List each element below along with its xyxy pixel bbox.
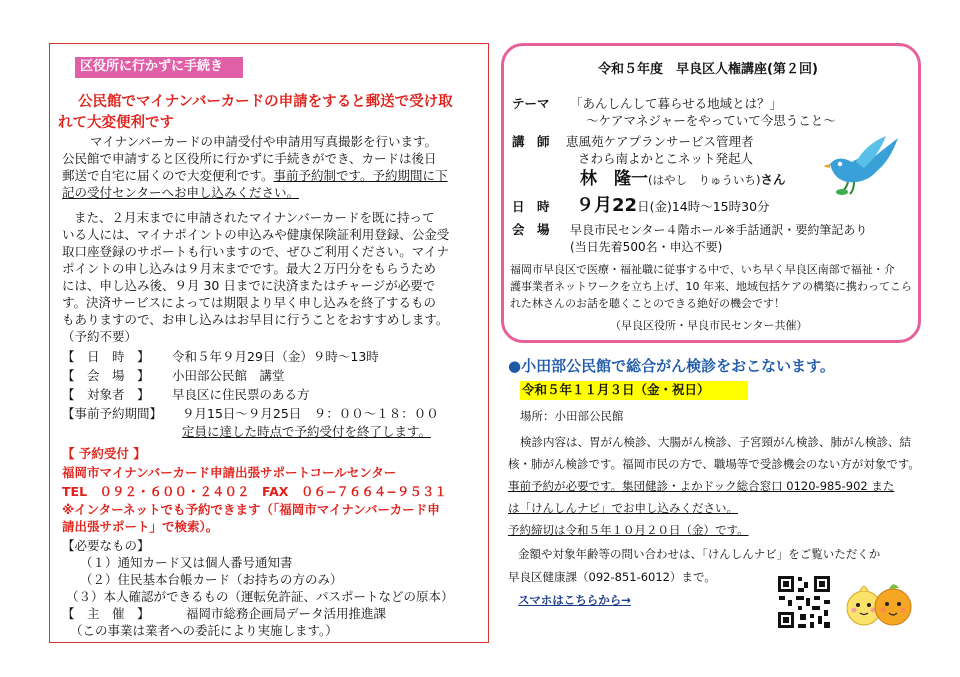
venue-line: 早良市民センター４階ホール※手話通訳・要約筆記あり	[570, 223, 868, 237]
intro-line-text: 郵送で自宅に届くので大変便利です。	[62, 168, 274, 183]
intro-line: 記の受付センターへお申し込みください。	[62, 185, 300, 200]
cancer-reservation: 事前予約が必要です。集団健診・よかドック総合窓口 0120-985-902 また	[508, 479, 895, 493]
body-line: （予約不要）	[62, 329, 138, 344]
theme-line: 〜ケアマネジャーをやっていて今思うこと〜	[586, 113, 836, 128]
intro-line	[62, 168, 448, 184]
cancer-body: 核・肺がん検診です。福岡市民の方で、職場等で受診機会のない方が対象です。	[508, 457, 920, 471]
cancer-body: 検診内容は、胃がん検診、大腸がん検診、子宮頸がん検診、肺がん検診、結	[520, 435, 911, 449]
internet-note: 請出張サポート」で検索）。	[62, 519, 219, 534]
lecture-date	[576, 194, 770, 219]
needs-item: （２）住民基本台帳カード（お持ちの方のみ）	[80, 572, 343, 587]
detail-label: 【 日 時 】	[62, 349, 150, 364]
detail-label: 【事前予約期間】	[62, 406, 163, 421]
call-center-name: 福岡市マイナンバーカード申請出張サポートコールセンター	[62, 465, 397, 480]
detail-label: 【 対象者 】	[62, 387, 150, 402]
bluebird-icon	[820, 126, 904, 196]
lecture-description: 福岡市早良区で医療・福祉職に従事する中で、いち早く早良区南部で福祉・介	[510, 263, 895, 276]
theme-label: テーマ	[512, 96, 550, 111]
needs-label: 【必要なもの】	[62, 538, 150, 553]
lecture-description: れた林さんのお話を聴くことのできる絶好の機会です！	[510, 297, 785, 310]
detail-value: 早良区に住民票のある方	[172, 387, 310, 402]
lecture-description: 護事業者ネットワークを立ち上げ、10 年来、地域包括ケアの構築に携わってこら	[510, 280, 912, 293]
theme-line: 「あんしんして暮らせる地域とは？」	[570, 96, 783, 111]
lecturer-suffix: さん	[760, 172, 786, 187]
call-center-phone: TEL ０９２・６００・２４０２ FAX ０６−７６６４−９５３１	[62, 484, 447, 499]
body-line: いる人には、マイナポイントの申込みや健康保険証利用登録、公金受	[62, 227, 450, 242]
lecture-date-main: ９月22	[576, 195, 638, 216]
organizer-note: （この事業は業者への委託により実施します。）	[70, 623, 338, 638]
lecture-title: 令和５年度 早良区人権講座(第２回)	[598, 62, 818, 77]
headline-line-2: れて大変便利です	[58, 115, 174, 131]
qr-code-icon[interactable]	[776, 574, 832, 630]
detail-label: 【 会 場 】	[62, 368, 150, 383]
cancer-reservation: は「けんしんナビ」でお申し込みください。	[508, 501, 738, 515]
cancer-contact: 早良区健康課（092-851-6012）まで。	[508, 570, 716, 584]
cancer-headline: ●小田部公民館で総合がん検診をおこないます。	[508, 357, 835, 375]
date-label: 日 時	[512, 199, 550, 214]
smartphone-link[interactable]: スマホはこちらから→	[518, 593, 631, 607]
lecturer-reading: (はやし りゅういち)	[648, 173, 761, 187]
detail-value: 小田部公民館 講堂	[172, 368, 285, 383]
reservation-label: 【 予約受付 】	[62, 446, 146, 461]
headline-line-1: 公民館でマイナンバーカードの申請をすると郵送で受け取	[78, 94, 453, 110]
detail-note: 定員に達した時点で予約受付を終了します。	[182, 424, 432, 439]
intro-reservation-note: 事前予約制です。予約期間に下	[273, 168, 448, 183]
section-tag-label: 区役所に行かずに手続き	[80, 59, 224, 74]
body-line: には、申し込み後、９月 30 日までに決済またはチャージが必要で	[62, 278, 436, 293]
lecturer-name: 林 隆一	[580, 169, 648, 189]
intro-line: 公民館で申請すると区役所に行かずに手続きができ、カードは後日	[62, 151, 437, 166]
body-line: す。決済サービスによっては期限より早く申し込みを終了するもの	[62, 295, 437, 310]
cancer-deadline: 予約締切は令和５年１０月２０日（金）です。	[508, 523, 749, 537]
intro-line: マイナンバーカードの申請受付や申請用写真撮影を行います。	[90, 134, 438, 149]
needs-item: （３）本人確認ができるもの（運転免許証、パスポートなどの原本）	[66, 589, 454, 604]
needs-item: （１）通知カード又は個人番号通知書	[80, 555, 293, 570]
lecturer-org: 恵風苑ケアプランサービス管理者	[566, 134, 754, 149]
lecturer-name-line	[580, 168, 786, 191]
body-line: ポイントの申し込みは９月末までです。最大２万円分をもらうため	[62, 261, 437, 276]
organizer-name: 福岡市総務企画局データ活用推進課	[186, 606, 387, 621]
cosponsor-note: （早良区役所・早良市民センター共催）	[610, 319, 808, 332]
cancer-contact: 金額や対象年齢等の問い合わせは、「けんしんナビ」をご覧いただくか	[518, 547, 881, 561]
cancer-place: 場所：小田部公民館	[520, 409, 624, 423]
lecturer-org: さわら南よかとこネット発起人	[578, 151, 754, 166]
venue-label: 会 場	[512, 222, 550, 237]
body-line: また、２月末までに申請されたマイナンバーカードを既に持って	[74, 210, 435, 225]
mascot-characters-icon	[842, 572, 914, 630]
detail-value: ９月15日〜９月25日 ９：００〜１８：００	[182, 406, 439, 421]
organizer-label: 【 主 催 】	[62, 606, 150, 621]
detail-value: 令和５年９月29日（金）９時〜13時	[172, 349, 379, 364]
venue-line: (当日先着500名・申込不要)	[570, 240, 723, 254]
body-line: もありますので、お申し込みはお早目に行うことをおすすめします。	[62, 312, 449, 327]
internet-note: ※インターネットでも予約できます（「福岡市マイナンバーカード申	[62, 502, 440, 517]
lecture-date-rest: 日(金)14時〜15時30分	[637, 199, 770, 214]
lecturer-label: 講 師	[512, 134, 550, 149]
body-line: 取口座登録のサポートも行いますので、ぜひご利用ください。マイナ	[62, 244, 450, 259]
cancer-date: 令和５年１１月３日（金・祝日）	[522, 382, 710, 397]
